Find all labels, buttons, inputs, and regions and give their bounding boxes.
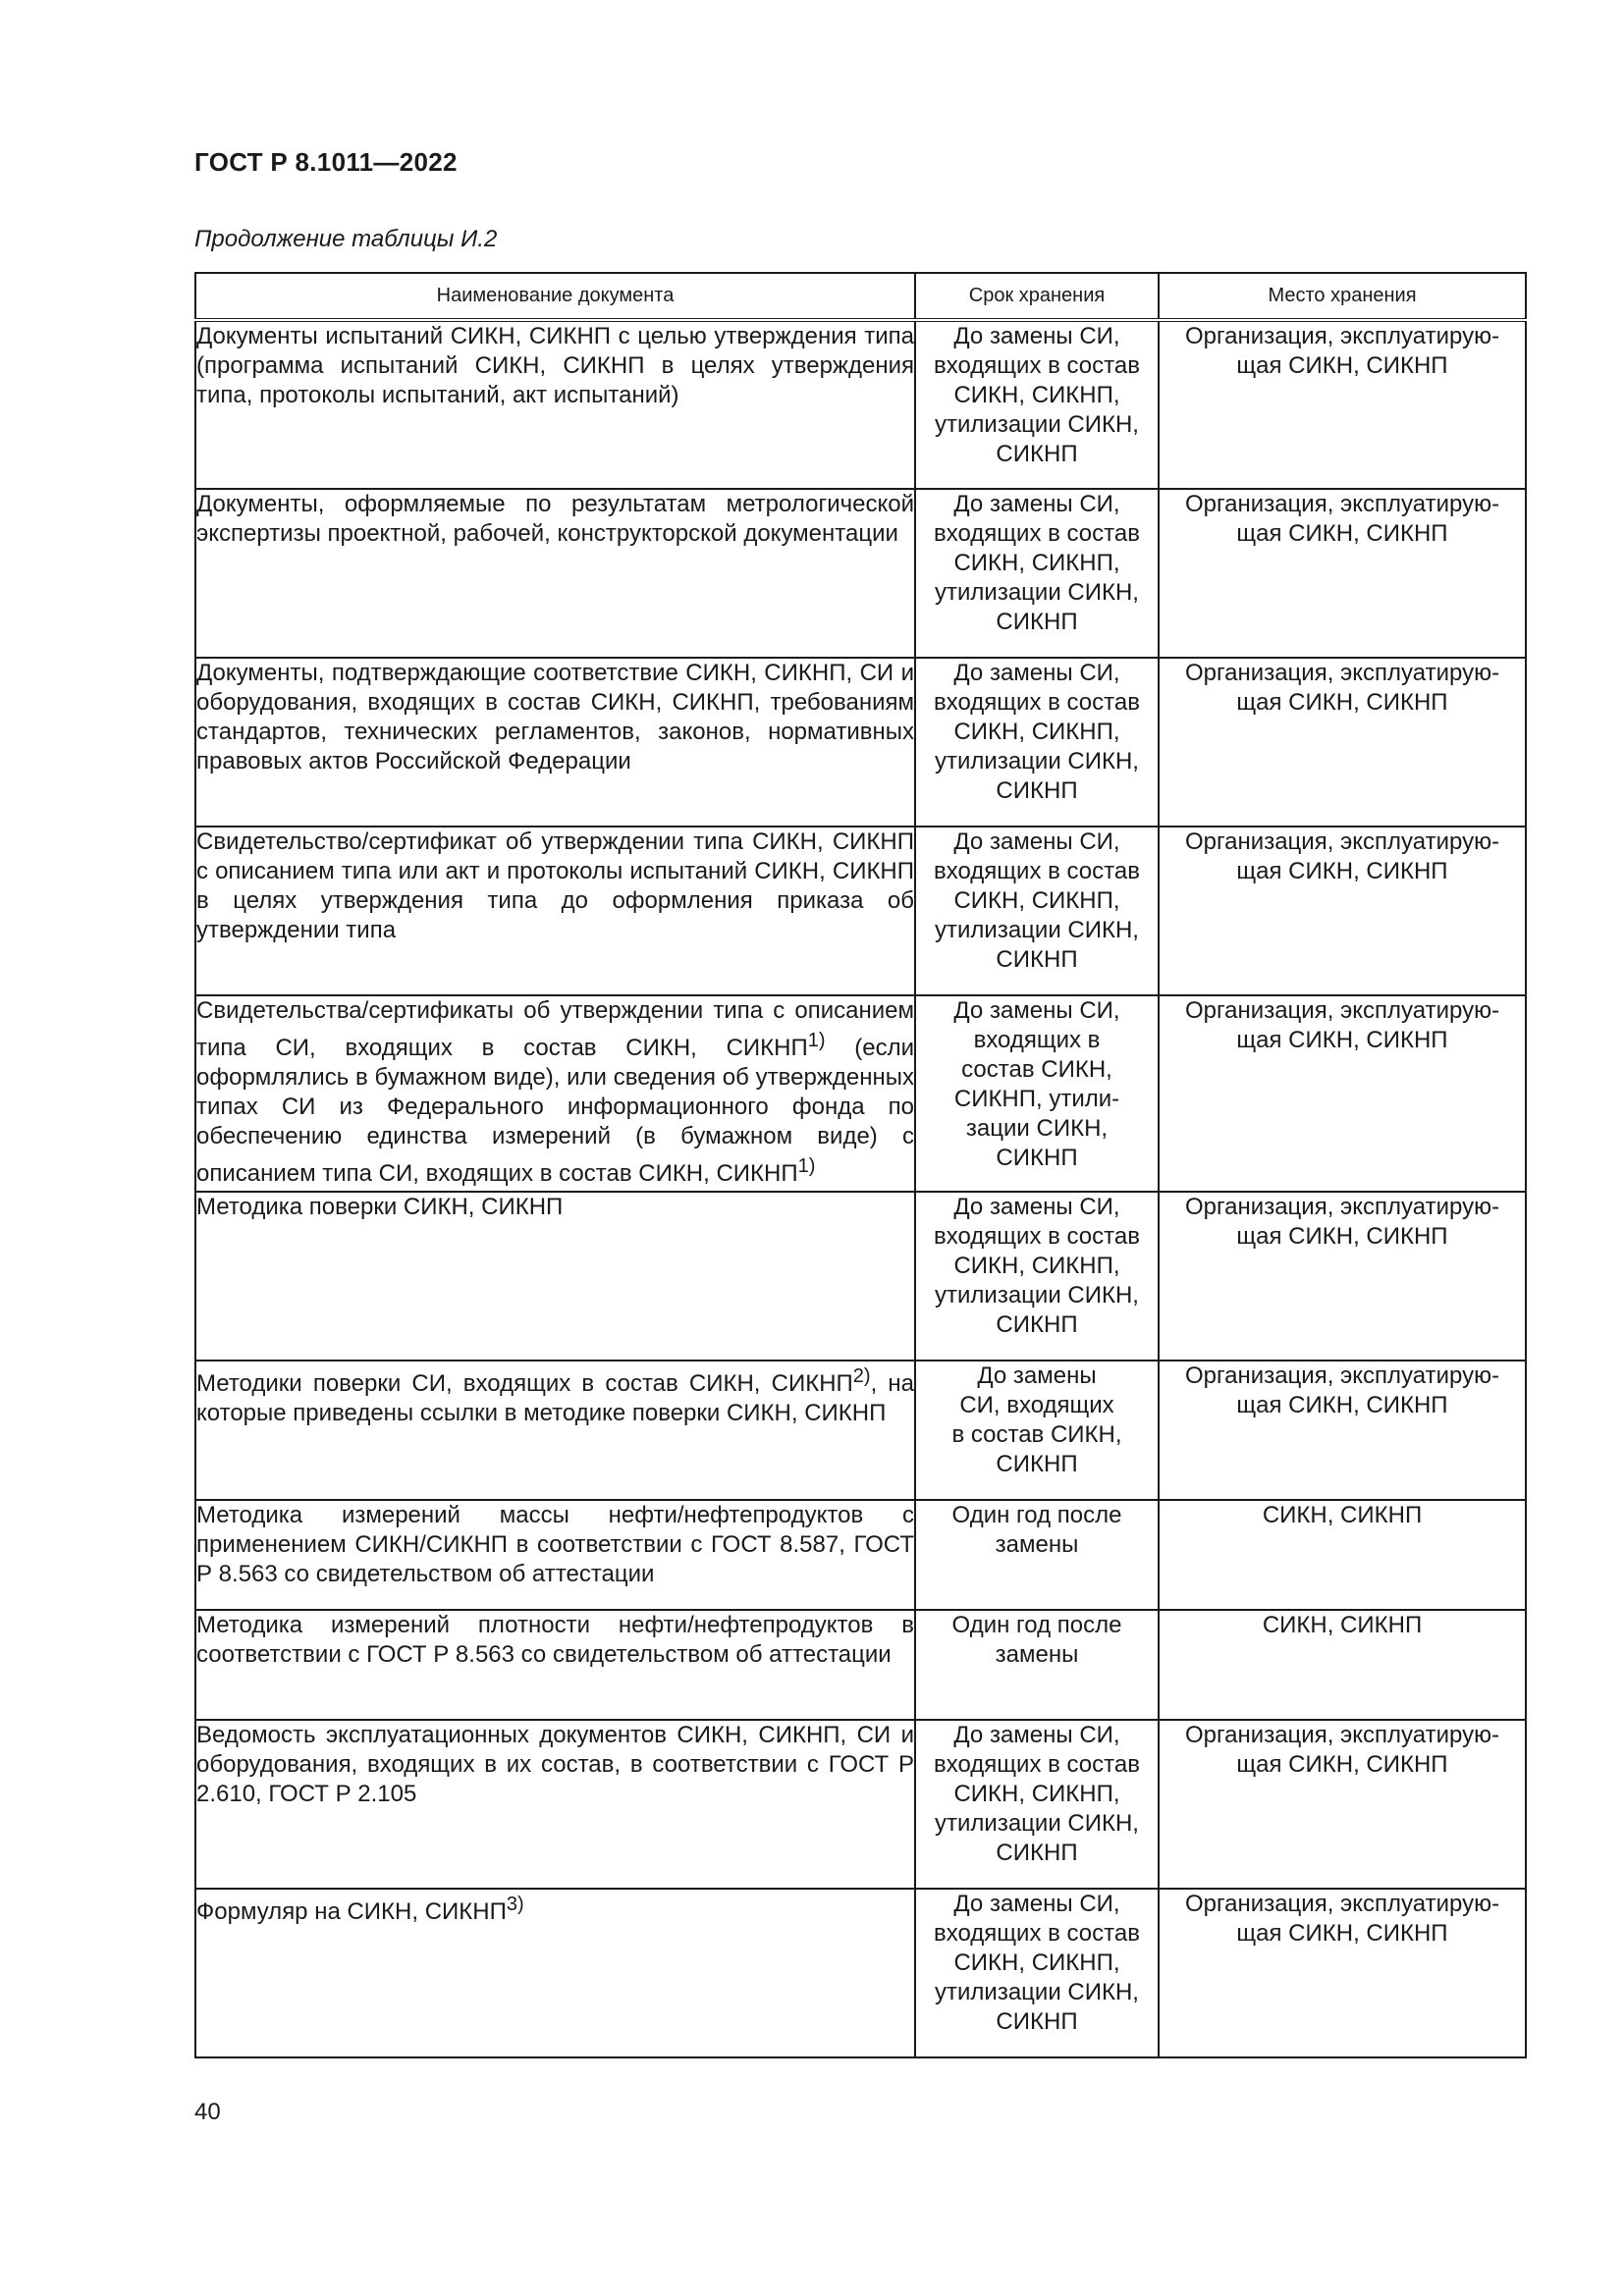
document-name-text: Методики поверки СИ, входящих в состав СИКН, СИКНП [196, 1370, 853, 1397]
document-name-cell: Ведомость эксплуатационных документов СИКН, СИКНП, СИ и оборудования, входящих в их состав, в соответствии с ГОСТ Р 2.610, ГОСТ Р 2.105 [195, 1720, 915, 1889]
storage-place-cell: Организация, эксплуатирую- щая СИКН, СИКНП [1159, 489, 1526, 658]
document-name-text-cont: (если оформлялись в бумажном виде), или сведения об утвержденных типах СИ из Федерального информационного фонда по обеспечению единства измерений (в бумажном виде) с описанием типа СИ, входящих в состав СИКН, СИКНП [196, 1035, 914, 1187]
storage-term-cell: До замены СИ, входящих в состав СИКН, СИКНП, утили- зации СИКН, СИКНП [915, 995, 1159, 1192]
document-name-cell [195, 1889, 915, 2057]
storage-term-cell: До замены СИ, входящих в состав СИКН, СИКНП, утилизации СИКН, СИКНП [915, 1889, 1159, 2057]
storage-term-cell: Один год после замены [915, 1500, 1159, 1610]
storage-place-cell: СИКН, СИКНП [1159, 1500, 1526, 1610]
document-name-cell: Методика измерений массы нефти/нефтепродуктов с применением СИКН/СИКНП в соответствии с ГОСТ 8.587, ГОСТ Р 8.563 со свидетельством об аттестации [195, 1500, 915, 1610]
document-name-cell [195, 995, 915, 1192]
column-header-document-name: Наименование документа [195, 273, 915, 320]
storage-term-cell: До замены СИ, входящих в состав СИКН, СИКНП [915, 1361, 1159, 1500]
document-name-cell: Документы, оформляемые по результатам метрологической экспертизы проектной, рабочей, конструкторской документации [195, 489, 915, 658]
table-row [195, 489, 1526, 658]
table-row [195, 658, 1526, 827]
document-name-cell: Документы испытаний СИКН, СИКНП с целью утверждения типа (программа испытаний СИКН, СИКНП в целях утверждения типа, протоколы испытаний, акт испытаний) [195, 320, 915, 489]
storage-place-cell: СИКН, СИКНП [1159, 1610, 1526, 1720]
table-header-row [195, 273, 1526, 320]
storage-place-cell: Организация, эксплуатирую- щая СИКН, СИКНП [1159, 1192, 1526, 1361]
storage-place-cell: Организация, эксплуатирую- щая СИКН, СИКНП [1159, 1361, 1526, 1500]
table-row [195, 995, 1526, 1192]
storage-place-cell: Организация, эксплуатирую- щая СИКН, СИКНП [1159, 827, 1526, 995]
storage-place-cell: Организация, эксплуатирую- щая СИКН, СИКНП [1159, 1889, 1526, 2057]
table-caption: Продолжение таблицы И.2 [194, 226, 498, 252]
document-name-cell: Свидетельство/сертификат об утверждении типа СИКН, СИКНП с описанием типа или акт и протоколы испытаний СИКН, СИКНП в целях утверждения типа до оформления приказа об утверждении типа [195, 827, 915, 995]
storage-term-cell: До замены СИ, входящих в состав СИКН, СИКНП, утилизации СИКН, СИКНП [915, 489, 1159, 658]
document-name-cell: Документы, подтверждающие соответствие СИКН, СИКНП, СИ и оборудования, входящих в состав СИКН, СИКНП, требованиям стандартов, технических регламентов, законов, нормативных правовых актов Российской Федерации [195, 658, 915, 827]
footnote-marker: 1) [797, 1155, 816, 1177]
storage-term-cell: До замены СИ, входящих в состав СИКН, СИКНП, утилизации СИКН, СИКНП [915, 827, 1159, 995]
table-row [195, 1192, 1526, 1361]
table-row [195, 1500, 1526, 1610]
page-number: 40 [194, 2099, 221, 2125]
storage-place-cell: Организация, эксплуатирую- щая СИКН, СИКНП [1159, 1720, 1526, 1889]
table-row [195, 1610, 1526, 1720]
document-name-cell: Методика измерений плотности нефти/нефтепродуктов в соответствии с ГОСТ Р 8.563 со свидетельством об аттестации [195, 1610, 915, 1720]
document-name-text-cont: , на которые приведены ссылки в методике поверки СИКН, СИКНП [196, 1370, 915, 1426]
table-row [195, 1720, 1526, 1889]
footnote-marker: 3) [506, 1894, 524, 1915]
document-code: ГОСТ Р 8.1011—2022 [194, 147, 458, 177]
footnote-marker: 2) [852, 1365, 871, 1387]
footnote-marker: 1) [807, 1030, 826, 1051]
document-name-text: Формуляр на СИКН, СИКНП [196, 1898, 507, 1925]
table-row [195, 827, 1526, 995]
document-name-cell: Методика поверки СИКН, СИКНП [195, 1192, 915, 1361]
storage-term-cell: До замены СИ, входящих в состав СИКН, СИКНП, утилизации СИКН, СИКНП [915, 320, 1159, 489]
storage-term-cell: До замены СИ, входящих в состав СИКН, СИКНП, утилизации СИКН, СИКНП [915, 1720, 1159, 1889]
table-row [195, 1889, 1526, 2057]
storage-table [194, 272, 1527, 2058]
document-name-cell [195, 1361, 915, 1500]
column-header-storage-term: Срок хранения [915, 273, 1159, 320]
storage-term-cell: Один год после замены [915, 1610, 1159, 1720]
storage-place-cell: Организация, эксплуатирую- щая СИКН, СИКНП [1159, 658, 1526, 827]
table-row [195, 1361, 1526, 1500]
table-row [195, 320, 1526, 489]
storage-term-cell: До замены СИ, входящих в состав СИКН, СИКНП, утилизации СИКН, СИКНП [915, 1192, 1159, 1361]
storage-place-cell: Организация, эксплуатирую- щая СИКН, СИКНП [1159, 320, 1526, 489]
column-header-storage-place: Место хранения [1159, 273, 1526, 320]
document-name-text: Свидетельства/сертификаты об утверждении типа с описанием типа СИ, входящих в состав СИКН, СИКНП [196, 997, 914, 1061]
storage-term-cell: До замены СИ, входящих в состав СИКН, СИКНП, утилизации СИКН, СИКНП [915, 658, 1159, 827]
storage-place-cell: Организация, эксплуатирую- щая СИКН, СИКНП [1159, 995, 1526, 1192]
